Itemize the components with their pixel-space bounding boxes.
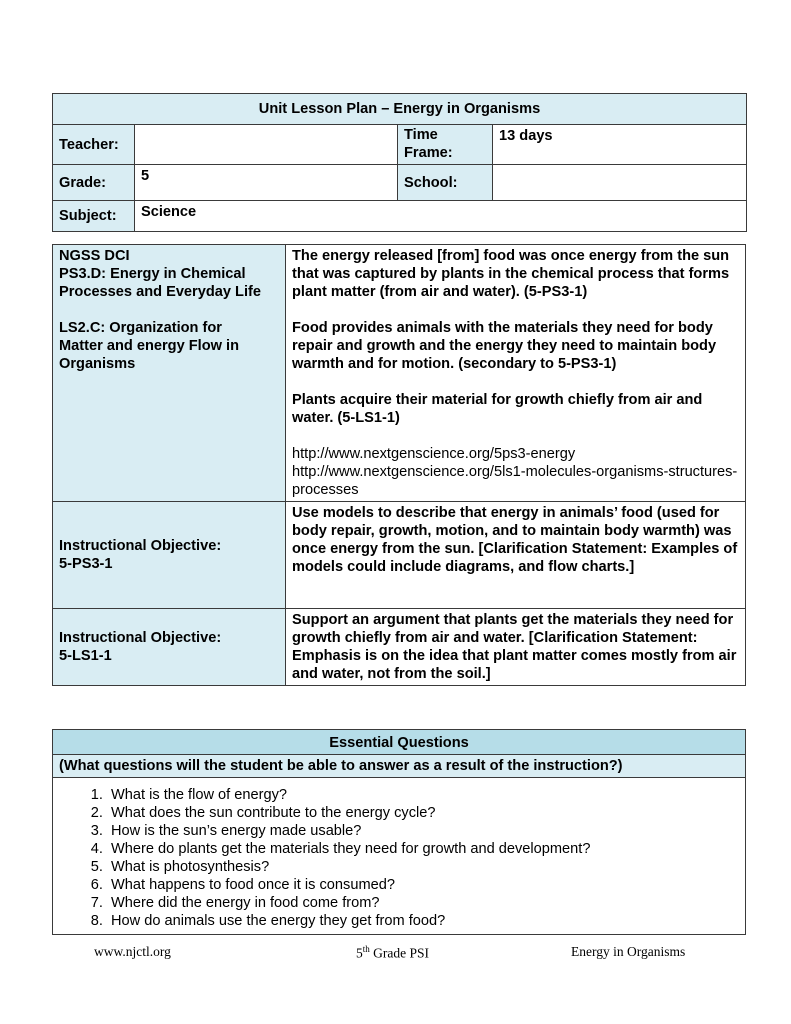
ngss-dci-cell (53, 245, 286, 502)
timeframe-label-line2: Frame: (404, 145, 453, 161)
dci-paragraph-1: The energy released [from] food was once energy from the sun that was captured by plants in the chemical process that forms plant matter (from air and water). (5-PS3-1) (292, 248, 730, 300)
teacher-value (135, 125, 398, 165)
essential-questions-title: Essential Questions (53, 730, 746, 755)
question-item: 1. What is the flow of energy? (107, 786, 739, 804)
grade-label: Grade: (53, 165, 135, 201)
question-item: 2. What does the sun contribute to the energy cycle? (107, 804, 739, 822)
timeframe-label-line1: Time (404, 127, 438, 143)
footer-grade (356, 944, 429, 962)
question-item: 5. What is photosynthesis? (107, 858, 739, 876)
footer-site: www.njctl.org (94, 944, 171, 959)
essential-questions-list-cell (53, 778, 746, 935)
timeframe-label (398, 125, 493, 165)
essential-questions-subtitle: (What questions will the student be able to answer as a result of the instruction?) (53, 755, 746, 778)
dci-line6: Organisms (59, 356, 136, 372)
question-item: 4. Where do plants get the materials they need for growth and development? (107, 840, 739, 858)
footer-topic: Energy in Organisms (571, 944, 686, 959)
objective-1-label-line2: 5-PS3-1 (59, 556, 113, 572)
dci-line3: Processes and Everyday Life (59, 284, 261, 300)
subject-value: Science (135, 201, 747, 232)
dci-line5: Matter and energy Flow in (59, 338, 240, 354)
footer-grade-sup: th (362, 944, 370, 954)
dci-line1: NGSS DCI (59, 248, 130, 264)
subject-label: Subject: (53, 201, 135, 232)
teacher-label: Teacher: (53, 125, 135, 165)
objective-1-text: Use models to describe that energy in animals’ food (used for body repair, growth, motion, and to maintain body warmth) was once energy from the sun. [Clarification Statement: Examples of models could include diagrams, and flow charts.] (286, 502, 746, 609)
objective-1-label-line1: Instructional Objective: (59, 538, 222, 554)
essential-questions-table (52, 729, 746, 935)
footer-grade-rest: Grade PSI (369, 945, 430, 961)
school-value (493, 165, 747, 201)
dci-line2: PS3.D: Energy in Chemical (59, 266, 246, 282)
lesson-header-table (52, 93, 747, 232)
objective-1-label (53, 502, 286, 609)
objective-2-label (53, 609, 286, 686)
lesson-title: Unit Lesson Plan – Energy in Organisms (53, 94, 747, 125)
dci-paragraph-2: Food provides animals with the materials they need for body repair and growth and the energy they need to maintain body warmth and for motion. (secondary to 5-PS3-1) (292, 320, 717, 372)
footer-grade-num: 5 (356, 945, 363, 961)
question-item: 8. How do animals use the energy they get from food? (107, 912, 739, 930)
grade-value: 5 (135, 165, 398, 201)
question-item: 6. What happens to food once it is consumed? (107, 876, 739, 894)
objective-2-label-line1: Instructional Objective: (59, 630, 222, 646)
objective-2-text: Support an argument that plants get the materials they need for growth chiefly from air and water. [Clarification Statement: Emphasis is on the idea that plant matter comes mostly from air and water, not from the soil.] (286, 609, 746, 686)
dci-description-cell (286, 245, 746, 502)
standards-table (52, 244, 746, 686)
dci-line4: LS2.C: Organization for (59, 320, 222, 336)
school-label: School: (398, 165, 493, 201)
objective-2-label-line2: 5-LS1-1 (59, 648, 112, 664)
ngss-link-ls1[interactable]: http://www.nextgenscience.org/5ls1-molecules-organisms-structures-processes (292, 464, 738, 498)
timeframe-value: 13 days (493, 125, 747, 165)
ngss-link-ps3[interactable]: http://www.nextgenscience.org/5ps3-energy (292, 446, 576, 462)
dci-paragraph-3: Plants acquire their material for growth chiefly from air and water. (5-LS1-1) (292, 392, 703, 426)
question-item: 3. How is the sun’s energy made usable? (107, 822, 739, 840)
question-item: 7. Where did the energy in food come from? (107, 894, 739, 912)
essential-questions-list (59, 786, 739, 930)
